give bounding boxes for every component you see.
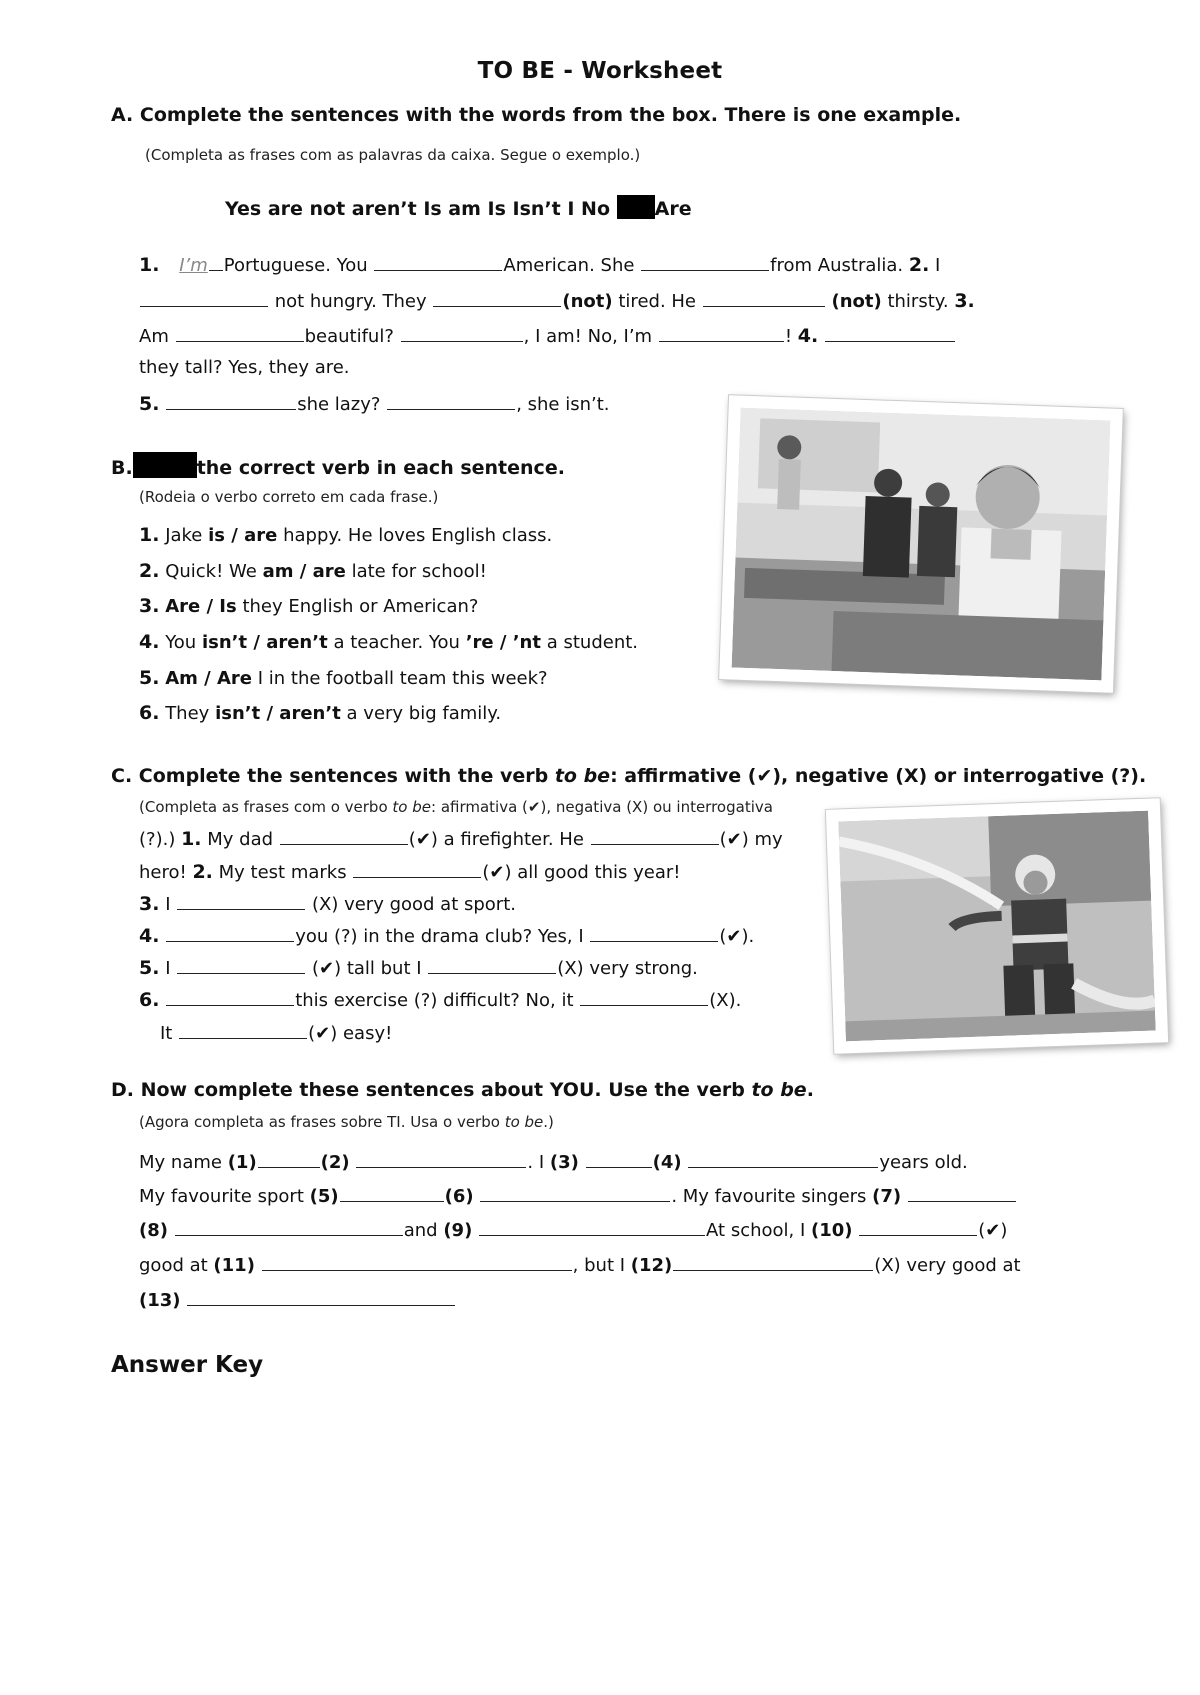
answer-blank[interactable] bbox=[825, 324, 955, 342]
answer-blank[interactable] bbox=[908, 1184, 1016, 1202]
item-number: 3. bbox=[139, 595, 160, 617]
section-b-item-6 bbox=[139, 702, 501, 725]
firefighter-illustration bbox=[838, 811, 1155, 1042]
sentence-text: It bbox=[160, 1023, 173, 1044]
item-number: 1. bbox=[139, 524, 160, 546]
translation-text: .) bbox=[543, 1113, 554, 1131]
sentence-text: late for school! bbox=[351, 561, 487, 582]
sentence-text: they English or American? bbox=[242, 596, 479, 617]
item-number: 4. bbox=[797, 325, 819, 347]
sentence-text: from Australia. bbox=[770, 255, 904, 276]
section-c-line-7 bbox=[160, 1021, 392, 1045]
sentence-text: beautiful? bbox=[304, 326, 394, 347]
blank-marker: (8) bbox=[139, 1220, 168, 1241]
blank-marker: (11) bbox=[213, 1255, 255, 1276]
classroom-image bbox=[732, 408, 1111, 681]
sentence-text: American. She bbox=[503, 255, 635, 276]
section-b-item-1 bbox=[139, 524, 552, 547]
answer-blank[interactable] bbox=[374, 253, 502, 271]
firefighter-photo bbox=[826, 798, 1168, 1054]
item-number: 3. bbox=[139, 893, 160, 915]
blank-marker: (1) bbox=[227, 1152, 257, 1173]
answer-blank[interactable] bbox=[586, 1150, 652, 1168]
page-title: TO BE - Worksheet bbox=[477, 58, 723, 84]
answer-blank[interactable] bbox=[591, 827, 719, 845]
verb-choice[interactable]: am / are bbox=[262, 561, 346, 582]
item-number: 5. bbox=[139, 957, 160, 979]
section-letter: B. bbox=[111, 457, 133, 479]
sentence-text: (X). bbox=[709, 990, 742, 1011]
section-c-line-2 bbox=[139, 860, 680, 884]
item-number: 1. bbox=[139, 254, 160, 276]
classroom-photo bbox=[719, 395, 1123, 693]
section-a-line-4 bbox=[139, 357, 350, 379]
item-number: 4. bbox=[139, 631, 160, 653]
item-number: 2. bbox=[139, 560, 160, 582]
sentence-text: this exercise (?) difficult? No, it bbox=[295, 990, 574, 1011]
translation-text: (Completa as frases com o verbo bbox=[139, 798, 388, 816]
heading-text: . bbox=[806, 1079, 814, 1101]
heading-text: D. Now complete these sentences about YOU. Use the verb bbox=[111, 1079, 745, 1101]
blank-marker: (10) bbox=[811, 1220, 853, 1241]
section-d-translation bbox=[139, 1113, 554, 1131]
item-number: 5. bbox=[139, 667, 160, 689]
blank-marker: (13) bbox=[139, 1290, 181, 1311]
answer-blank[interactable] bbox=[353, 860, 481, 878]
redaction-mark bbox=[617, 195, 655, 219]
section-d-heading bbox=[111, 1079, 814, 1101]
answer-key-heading: Answer Key bbox=[111, 1352, 264, 1378]
section-b-item-5 bbox=[139, 667, 548, 690]
section-c-translation bbox=[139, 798, 773, 816]
section-d-line-5 bbox=[139, 1288, 456, 1312]
translation-text: : afirmativa (✔), negativa (X) ou interrogativa bbox=[431, 798, 773, 816]
section-a-line-2 bbox=[139, 289, 975, 313]
firefighter-image bbox=[838, 811, 1155, 1042]
answer-blank[interactable] bbox=[140, 289, 268, 307]
blank-marker: (5) bbox=[309, 1186, 339, 1207]
item-number: 6. bbox=[139, 702, 160, 724]
sentence-text: (✔). bbox=[719, 926, 755, 947]
section-d-line-3 bbox=[139, 1218, 1007, 1242]
sentence-text: . My favourite singers bbox=[671, 1186, 867, 1207]
verb-choice[interactable]: is / are bbox=[208, 525, 278, 546]
answer-blank[interactable] bbox=[280, 827, 408, 845]
answer-blank[interactable] bbox=[262, 1253, 572, 1271]
item-number: 3. bbox=[954, 290, 975, 312]
sentence-text: (?).) bbox=[139, 829, 176, 850]
sentence-text: You bbox=[165, 632, 197, 653]
sentence-text: Am bbox=[139, 326, 169, 347]
sentence-text: a student. bbox=[546, 632, 639, 653]
heading-italic: to be bbox=[554, 765, 611, 787]
sentence-text: happy. He loves English class. bbox=[283, 525, 553, 546]
sentence-text: (✔) a firefighter. He bbox=[408, 829, 584, 850]
item-number: 4. bbox=[139, 925, 160, 947]
answer-blank[interactable] bbox=[859, 1218, 977, 1236]
answer-blank[interactable] bbox=[428, 956, 556, 974]
word-box bbox=[225, 195, 692, 220]
section-b-item-4 bbox=[139, 631, 638, 654]
item-number: 1. bbox=[181, 828, 202, 850]
sentence-text: , she isn’t. bbox=[516, 394, 610, 415]
word-box-last: Are bbox=[654, 198, 692, 220]
heading-text: the correct verb in each sentence. bbox=[196, 457, 565, 479]
sentence-text: tired. He bbox=[618, 291, 696, 312]
translation-text: (Agora completa as frases sobre TI. Usa o verbo bbox=[139, 1113, 500, 1131]
answer-blank[interactable] bbox=[187, 1288, 455, 1306]
sentence-text: (✔) all good this year! bbox=[482, 862, 681, 883]
sentence-text: My dad bbox=[207, 829, 274, 850]
answer-blank[interactable] bbox=[480, 1184, 670, 1202]
sentence-text: My test marks bbox=[218, 862, 347, 883]
not-marker: (not) bbox=[831, 291, 882, 312]
answer-blank[interactable] bbox=[209, 253, 223, 271]
section-a-line-5 bbox=[139, 392, 610, 416]
sentence-text: hero! bbox=[139, 862, 187, 883]
item-number: 2. bbox=[908, 254, 930, 276]
sentence-text: Quick! We bbox=[165, 561, 257, 582]
verb-choice[interactable]: Am / Are bbox=[165, 668, 252, 689]
answer-blank[interactable] bbox=[175, 1218, 403, 1236]
section-a-line-3 bbox=[139, 324, 956, 348]
answer-blank[interactable] bbox=[641, 253, 769, 271]
sentence-text: I bbox=[165, 958, 171, 979]
sentence-text: ! bbox=[784, 326, 793, 347]
answer-blank[interactable] bbox=[688, 1150, 878, 1168]
answer-blank[interactable] bbox=[401, 324, 523, 342]
sentence-text: My favourite sport bbox=[139, 1186, 304, 1207]
answer-blank[interactable] bbox=[177, 956, 305, 974]
sentence-text: years old. bbox=[879, 1152, 968, 1173]
sentence-text: they tall? Yes, they are. bbox=[139, 357, 350, 378]
answer-blank[interactable] bbox=[179, 1021, 307, 1039]
sentence-text: I bbox=[165, 894, 171, 915]
answer-blank[interactable] bbox=[659, 324, 784, 342]
verb-choice[interactable]: ’re / ’nt bbox=[465, 632, 541, 653]
section-d-line-2 bbox=[139, 1184, 1017, 1208]
sentence-text: (X) very good at bbox=[874, 1255, 1021, 1276]
sentence-text: . I bbox=[527, 1152, 545, 1173]
answer-blank[interactable] bbox=[258, 1150, 320, 1168]
not-marker: (not) bbox=[562, 291, 613, 312]
sentence-text: a very big family. bbox=[346, 703, 502, 724]
section-b-item-3 bbox=[139, 595, 478, 618]
item-number: 5. bbox=[139, 393, 160, 415]
section-a-line-1 bbox=[139, 253, 940, 277]
blank-marker: (7) bbox=[872, 1186, 902, 1207]
sentence-text: I in the football team this week? bbox=[257, 668, 548, 689]
sentence-text: They bbox=[165, 703, 210, 724]
blank-marker: (6) bbox=[444, 1186, 474, 1207]
answer-blank[interactable] bbox=[166, 392, 296, 410]
redaction-mark bbox=[133, 452, 197, 478]
blank-marker: (3) bbox=[549, 1152, 579, 1173]
sentence-text: (✔) bbox=[978, 1220, 1008, 1241]
sentence-text: she lazy? bbox=[297, 394, 381, 415]
heading-italic: to be bbox=[751, 1079, 807, 1101]
section-a-translation: (Completa as frases com as palavras da caixa. Segue o exemplo.) bbox=[145, 146, 641, 164]
section-d-line-1 bbox=[139, 1150, 968, 1174]
answer-blank[interactable] bbox=[479, 1218, 705, 1236]
section-c-line-5 bbox=[139, 956, 698, 980]
sentence-text: a teacher. You bbox=[333, 632, 460, 653]
verb-choice[interactable]: Are / Is bbox=[165, 596, 237, 617]
blank-marker: (2) bbox=[320, 1152, 350, 1173]
answer-blank[interactable] bbox=[433, 289, 561, 307]
answer-blank[interactable] bbox=[590, 924, 718, 942]
blank-marker: (9) bbox=[443, 1220, 473, 1241]
item-number: 6. bbox=[139, 989, 160, 1011]
translation-italic: to be bbox=[504, 1113, 544, 1131]
sentence-text: you (?) in the drama club? Yes, I bbox=[295, 926, 584, 947]
answer-blank[interactable] bbox=[703, 289, 825, 307]
answer-blank[interactable] bbox=[166, 924, 294, 942]
sentence-text: (✔) easy! bbox=[308, 1023, 393, 1044]
verb-choice[interactable]: isn’t / aren’t bbox=[201, 632, 328, 653]
section-c-heading bbox=[111, 765, 1146, 787]
section-c-line-3 bbox=[139, 892, 516, 916]
sentence-text: My name bbox=[139, 1152, 222, 1173]
sentence-text: , I am! No, I’m bbox=[523, 326, 653, 347]
verb-choice[interactable]: isn’t / aren’t bbox=[215, 703, 341, 724]
translation-italic: to be bbox=[392, 798, 431, 816]
blank-marker: (4) bbox=[652, 1152, 682, 1173]
sentence-text: I bbox=[935, 255, 941, 276]
sentence-text: good at bbox=[139, 1255, 208, 1276]
sentence-text: not hungry. They bbox=[274, 291, 427, 312]
answer-blank[interactable] bbox=[177, 892, 305, 910]
section-d-line-4 bbox=[139, 1253, 1021, 1277]
section-b-translation: (Rodeia o verbo correto em cada frase.) bbox=[139, 488, 439, 506]
word-box-words: Yes are not aren’t Is am Is Isn’t I No bbox=[225, 198, 610, 220]
section-b-heading bbox=[111, 452, 565, 479]
answer-blank[interactable] bbox=[580, 988, 708, 1006]
classroom-illustration bbox=[732, 408, 1111, 681]
blank-marker: (12) bbox=[630, 1255, 673, 1276]
sentence-text: (✔) tall but I bbox=[311, 958, 422, 979]
sentence-text: Portuguese. You bbox=[223, 255, 368, 276]
sentence-text: (X) very good at sport. bbox=[311, 894, 516, 915]
answer-blank[interactable] bbox=[356, 1150, 526, 1168]
answer-blank[interactable] bbox=[176, 324, 304, 342]
section-c-line-1 bbox=[139, 827, 783, 851]
sentence-text: , but I bbox=[572, 1255, 626, 1276]
heading-text: : affirmative (✔), negative (X) or interrogative (?). bbox=[610, 765, 1147, 787]
example-answer: I’m bbox=[179, 255, 208, 276]
sentence-text: thirsty. bbox=[887, 291, 949, 312]
answer-blank[interactable] bbox=[387, 392, 515, 410]
answer-blank[interactable] bbox=[340, 1184, 444, 1202]
answer-blank[interactable] bbox=[166, 988, 294, 1006]
section-a-heading: A. Complete the sentences with the words from the box. There is one example. bbox=[111, 104, 962, 126]
answer-blank[interactable] bbox=[673, 1253, 873, 1271]
sentence-text: Jake bbox=[165, 525, 203, 546]
section-c-line-6 bbox=[139, 988, 741, 1012]
sentence-text: (X) very strong. bbox=[557, 958, 698, 979]
section-b-item-2 bbox=[139, 560, 487, 583]
sentence-text: At school, I bbox=[706, 1220, 806, 1241]
heading-text: C. Complete the sentences with the verb bbox=[111, 765, 549, 787]
sentence-text: (✔) my bbox=[719, 829, 783, 850]
item-number: 2. bbox=[192, 861, 213, 883]
section-c-line-4 bbox=[139, 924, 754, 948]
sentence-text: and bbox=[403, 1220, 438, 1241]
